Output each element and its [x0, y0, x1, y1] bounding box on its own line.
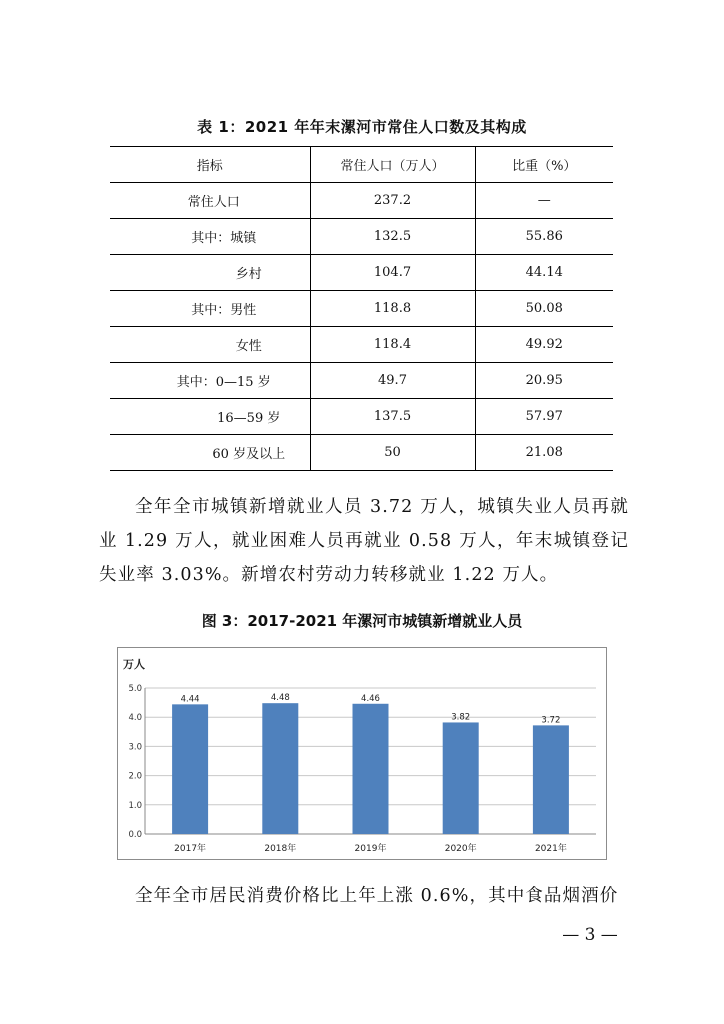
data-label: 4.44	[180, 694, 200, 705]
row-share: 55.86	[475, 219, 613, 255]
paragraph-prices	[99, 879, 629, 913]
table-row	[110, 435, 613, 471]
table-row	[110, 183, 613, 219]
population-table	[110, 146, 613, 471]
row-label: 常住人口	[110, 183, 310, 219]
row-population: 118.4	[310, 327, 475, 363]
x-tick-label: 2019年	[354, 844, 387, 854]
table-row	[110, 327, 613, 363]
row-population: 49.7	[310, 363, 475, 399]
y-tick-label: 4.0	[128, 713, 142, 724]
table-row	[110, 399, 613, 435]
table-row	[110, 363, 613, 399]
bar	[533, 725, 569, 834]
chart-container	[117, 647, 607, 860]
row-population: 132.5	[310, 219, 475, 255]
row-share: 57.97	[475, 399, 613, 435]
paragraph-employment-text: 全年全市城镇新增就业人员 3.72 万人，城镇失业人员再就业 1.29 万人，就业困难人员再就业 0.58 万人，年末城镇登记失业率 3.03%。新增农村劳动力转移就业 1.22 万人。	[99, 497, 629, 585]
row-population: 118.8	[310, 291, 475, 327]
row-label: 其中：男性	[110, 291, 310, 327]
bar	[262, 703, 298, 834]
row-share: 49.92	[475, 327, 613, 363]
bar	[353, 704, 389, 834]
y-tick-label: 3.0	[128, 742, 142, 753]
x-tick-label: 2017年	[174, 844, 207, 854]
y-tick-label: 0.0	[128, 830, 142, 840]
header-indicator: 指标	[110, 147, 310, 183]
page-number: — 3 —	[562, 925, 618, 945]
row-label: 60 岁及以上	[110, 435, 310, 471]
table-body	[110, 183, 613, 471]
row-population: 50	[310, 435, 475, 471]
row-population: 137.5	[310, 399, 475, 435]
y-tick-label: 5.0	[128, 684, 142, 694]
header-share: 比重（%）	[475, 147, 613, 183]
table-header-row	[110, 147, 613, 183]
table-title: 表 1：2021 年年末漯河市常住人口数及其构成	[197, 118, 527, 136]
bar	[172, 704, 208, 834]
row-share: 21.08	[475, 435, 613, 471]
data-label: 3.72	[541, 715, 561, 726]
row-population: 104.7	[310, 255, 475, 291]
y-tick-label: 1.0	[128, 800, 142, 811]
paragraph-employment	[99, 490, 629, 592]
row-population: 237.2	[310, 183, 475, 219]
data-label: 4.48	[270, 693, 290, 704]
row-label: 其中：城镇	[110, 219, 310, 255]
x-tick-label: 2018年	[264, 844, 297, 854]
row-label: 女性	[110, 327, 310, 363]
x-tick-label: 2020年	[444, 844, 477, 854]
row-share: 44.14	[475, 255, 613, 291]
header-population: 常住人口（万人）	[310, 147, 475, 183]
row-label: 16—59 岁	[110, 399, 310, 435]
table-row	[110, 255, 613, 291]
row-label: 乡村	[110, 255, 310, 291]
row-label: 其中：0—15 岁	[110, 363, 310, 399]
row-share: 50.08	[475, 291, 613, 327]
row-share: —	[475, 183, 613, 219]
data-label: 4.46	[361, 693, 380, 704]
bar-chart	[118, 648, 608, 861]
y-tick-label: 2.0	[128, 771, 142, 782]
paragraph-prices-text: 全年全市居民消费价格比上年上涨 0.6%，其中食品烟酒价	[135, 886, 619, 906]
table-row	[110, 291, 613, 327]
y-axis-label: 万人	[123, 658, 145, 671]
chart-title: 图 3：2017-2021 年漯河市城镇新增就业人员	[201, 612, 523, 630]
bar	[443, 722, 479, 834]
x-tick-label: 2021年	[534, 844, 567, 854]
row-share: 20.95	[475, 363, 613, 399]
data-label: 3.82	[451, 712, 471, 723]
table-row	[110, 219, 613, 255]
